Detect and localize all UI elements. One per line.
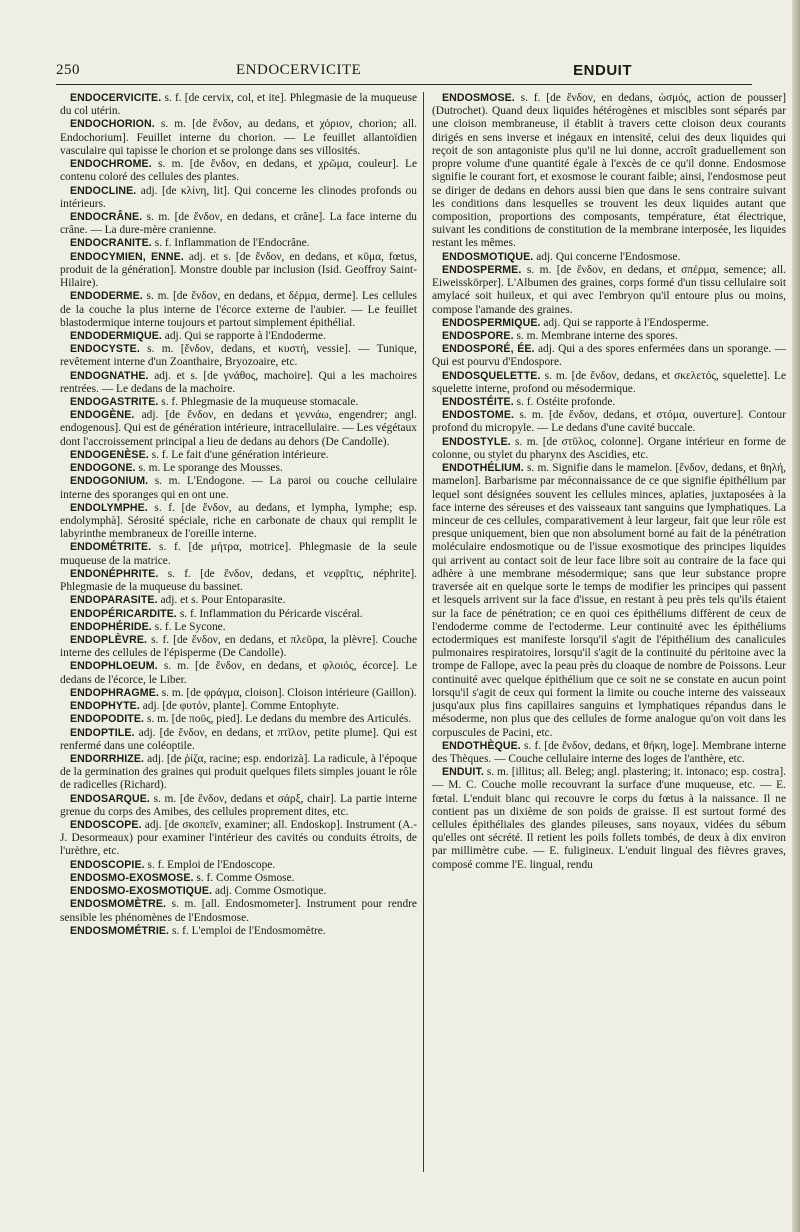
entry-term: ENDOGONIUM. [70,475,149,488]
dictionary-entry [60,793,417,819]
dictionary-entry [60,608,417,621]
dictionary-entry [60,449,417,462]
dictionary-entry [432,462,786,740]
entry-definition: s. m. L'Endogone. — La paroi ou couche cellulaire interne des sporanges qui en ont une. [60,475,417,501]
dictionary-entry [60,330,417,343]
entry-definition: s. f. L'emploi de l'Endosmomètre. [169,924,326,937]
dictionary-entry [432,409,786,435]
entry-term: ENDOCRANITE. [70,237,152,250]
entry-term: ENDOPHLOEUM. [70,660,158,673]
running-header [56,62,752,84]
entry-term: ENDORRHIZE. [70,752,145,765]
entry-term: ENDOPODITE. [70,713,145,726]
entry-definition: s. f. [de cervix, col, et ite]. Phlegmasie de la muqueuse du col utérin. [60,92,417,118]
entry-definition: s. f. Ostéite profonde. [513,396,616,409]
entry-definition: adj. et s. Pour Entoparasite. [157,594,286,607]
dictionary-entry [60,396,417,409]
dictionary-entry [60,713,417,726]
entry-term: ENDOSMOMÉTRIE. [70,924,170,937]
entry-term: ENDODERME. [70,290,143,303]
entry-term: ENDOGÈNE. [70,409,135,422]
entry-term: ENDOSPORE. [442,329,514,342]
entry-definition: adj. [de ἔνδον, en dedans, et πτῖλον, petite plume]. Qui est renfermé dans une coléoptile. [60,726,417,752]
dictionary-entry [60,594,417,607]
left-running-title: ENDOCERVICITE [236,62,362,78]
dictionary-entry [60,92,417,118]
entry-term: ENDOPHYTE. [70,700,140,713]
entry-term: ENDOSTÉITE. [442,396,514,409]
entry-definition: s. m. [illitus; all. Beleg; angl. plastering; it. intonaco; esp. costra]. — M. C. Couche molle recouvrant la surface d'une muqueuse, etc. — E. fœtal. L'enduit blanc qui recouvre le corps du fœtus à la naissance. Il ne contient pas un dixième de son poids de graisse. Il est surtout formé des cellules épithéliales des glandes pileuses, sans noyaux, vidées du sébum qu'elles ont sécrété. Il retient les poils follets tombés, de deux à dix environ par millimètre cube. — E. fuligineux. L'enduit lingual des fièvres graves, composé comme l'E. lingual, rendu [432,766,786,871]
entry-term: ENDONÉPHRITE. [70,567,159,580]
dictionary-entry [60,541,417,567]
dictionary-entry [60,727,417,753]
entry-term: ENDOPÉRICARDITE. [70,607,177,620]
entry-definition: s. m. [de ποῦς, pied]. Le dedans du membre des Articulés. [144,713,412,726]
entry-definition: adj. [de φυτόν, plante]. Comme Entophyte. [139,700,339,713]
entry-definition: s. m. [de ἔνδον, au dedans, et χόριον, chorion; all. Endochorium]. Feuillet interne du chorion. — Le feuillet allantoïdien vasculaire qui tapisse le chorion et se prolonge dans ses villosités. [60,118,417,157]
dictionary-entry [60,898,417,924]
dictionary-entry [60,885,417,898]
entry-definition: s. m. Le sporange des Mousses. [135,462,283,475]
entry-term: ENDOTHÉLIUM. [442,462,524,475]
dictionary-entry [432,343,786,369]
dictionary-entry [60,370,417,396]
dictionary-entry [432,264,786,317]
dictionary-entry [60,925,417,938]
entry-term: ENDOSQUELETTE. [442,369,541,382]
dictionary-entry [432,740,786,766]
dictionary-entry [60,753,417,793]
entry-term: ENDOSMO-EXOSMOTIQUE. [70,885,213,898]
entry-definition: adj. [de ῥίζα, racine; esp. endorizà]. La radicule, à l'époque de la germination des graines qui produit quelques filets simples jouant le rôle de radicelles (Richard). [60,752,417,792]
dictionary-entry [60,621,417,634]
entry-definition: adj. [de σκοπεῖν, examiner; all. Endoskop]. Instrument (A.-J. Desormeaux) pour examiner l'intérieur des cavités ou conduits étroits, de l'urèthre, etc. [60,819,417,858]
entry-definition: s. m. [de ἔνδον, dedans, et σκελετός, squelette]. Le squelette interne, profond ou mésodermique. [432,369,786,395]
dictionary-entry [60,237,417,250]
entry-term: ENDOCYMIEN, ENNE. [70,250,184,263]
entry-definition: s. f. Comme Osmose. [193,871,295,884]
entry-term: ENDOCRÂNE. [70,210,143,223]
right-running-title: ENDUIT [573,62,632,79]
entry-term: ENDOGENÈSE. [70,448,149,461]
entry-definition: s. f. [de ἔνδον, en dedans, et πλεῦρα, la plèvre]. Couche interne des cellules de l'épisperme (De Candolle). [60,633,417,660]
page-fold-shadow [792,0,800,1232]
entry-term: ENDOPHÉRIDE. [70,620,152,633]
dictionary-entry [432,251,786,264]
dictionary-entry [60,872,417,885]
entry-definition: s. m. [de ἔνδον, en dedans, et χρῶμα, couleur]. Le contenu coloré des cellules des plantes. [60,158,417,184]
dictionary-entry [60,211,417,237]
dictionary-entry [60,700,417,713]
entry-term: ENDOPARASITE. [70,594,158,607]
dictionary-entry [60,185,417,211]
dictionary-entry [432,330,786,343]
entry-term: ENDOSMOTIQUE. [442,250,534,263]
entry-term: ENDOSMOSE. [442,92,515,104]
dictionary-entry [60,251,417,291]
dictionary-entry [60,568,417,594]
entry-term: ENDOSTYLE. [442,435,511,448]
entry-term: ENDOMÉTRITE. [70,541,152,554]
entry-definition: s. f. Emploi de l'Endoscope. [144,858,276,871]
entry-term: ENDOSTOME. [442,409,515,422]
entry-definition: s. m. [de ἔνδον, en dedans, et φλοιός, écorce]. Le dedans de l'écorce, le Liber. [60,660,417,686]
entry-definition: s. f. [de ἔνδον, en dedans, ὠσμός, action de pousser] (Dutrochet). Quand deux liquides hétérogènes et miscibles sont séparés par une cloison membraneuse, il établit à travers cette cloison deux courants dirigés en sens inverse et inégaux en intensité, celui des deux liquides qui reçoit de son antagoniste plus qu'il ne lui donne, accroît graduellement son propre volume d'une quantité égale à l'excès de ce qu'il donne. Endosmose signifie le courant fort, et exosmose le courant faible; ainsi, l'endosmose peut se diriger de dedans en dehors aussi bien que dans le sens contraire suivant les conditions dans lesquelles se trouvent les deux liquides autant que composition, proportions des composants, température, état électrique, suivant les conditions de constitution de la membrane interposée, les liquides restant les mêmes. [432,92,786,250]
entry-definition: s. m. [de ἔνδον, en dedans, et crâne]. La face interne du crâne. — La dure-mère cranienne. [60,210,417,237]
dictionary-entry [432,370,786,396]
entry-term: ENDOSMOMÈTRE. [70,898,167,911]
entry-definition: s. f. Le Sycone. [151,620,226,633]
dictionary-entry [432,436,786,462]
entry-term: ENDOCERVICITE. [70,92,162,104]
entry-term: ENDOCHORION. [70,118,155,131]
page-number: 250 [56,62,80,78]
entry-term: ENDOPHRAGME. [70,686,159,699]
entry-term: ENDOGONE. [70,462,136,475]
entry-definition: adj. Qui se rapporte à l'Endoderme. [161,329,326,342]
entry-definition: s. m. [de ἔνδον, dedans et σάρξ, chair]. La partie interne grenue du corps des Amibes, des cellules proprement dites, etc. [60,792,417,818]
entry-definition: adj. et s. [de γνάθος, machoire]. Qui a les machoires rentrées. — Le dedans de la machoire. [60,369,417,395]
dictionary-entry [60,660,417,686]
entry-term: ENDUIT. [442,766,484,779]
dictionary-entry [60,290,417,330]
entry-definition: s. f. [de ἔνδον, dedans, et θήκη, loge]. Membrane interne des Thèques. — Couche cellulaire interne des loges de l'anthère, etc. [432,739,786,765]
entry-definition: s. m. [de φράγμα, cloison]. Cloison intérieure (Gaillon). [158,686,417,699]
dictionary-entry [60,502,417,542]
entry-term: ENDOCYSTE. [70,343,140,356]
dictionary-entry [60,462,417,475]
dictionary-entry [60,819,417,859]
entry-definition: s. f. [de μήτρα, motrice]. Phlegmasie de la seule muqueuse de la matrice. [60,541,417,567]
entry-term: ENDODERMIQUE. [70,329,162,342]
entry-definition: s. m. [ἔνδον, dedans, et κυστή, vessie]. — Tunique, revêtement interne d'un Zoanthaire, Bryozoaire, etc. [60,343,417,369]
entry-definition: s. m. [de ἔνδον, dedans, et στόμα, ouverture]. Contour profond du micropyle. — Le dedans d'une cavité buccale. [432,409,786,435]
dictionary-entry [60,859,417,872]
dictionary-entry [432,317,786,330]
entry-definition: adj. Qui se rapporte à l'Endosperme. [540,316,709,329]
entry-definition: adj. Qui a des spores enfermées dans un sporange. — Qui est pourvu d'Endospore. [432,343,786,369]
dictionary-entry [432,92,786,251]
dictionary-entry [432,766,786,872]
entry-definition: s. m. [de ἔνδον, en dedans, et σπέρμα, semence; all. Eiweisskörper]. L'Albumen des graines, corps formé d'un tissu cellulaire soit amylacé soit huileux, et qui avec l'embryon qu'il entoure plus ou moins, compose l'amande des graines. [432,263,786,316]
entry-term: ENDOSCOPIE. [70,858,145,871]
entry-definition: adj. [de κλίνη, lit]. Qui concerne les clinodes profonds ou intérieurs. [60,184,417,210]
entry-term: ENDOGASTRITE. [70,396,159,409]
entry-definition: s. f. Inflammation du Péricarde viscéral. [176,607,363,620]
entry-definition: adj. [de ἔνδον, en dedans et γεννάω, engendrer; angl. endogenous]. Qui est de génération intérieure, intracellulaire. — Les végétaux dont l'accroissement principal a lieu de dedans au dehors (De Candolle). [60,409,417,448]
entry-term: ENDOLYMPHE. [70,501,148,514]
dictionary-entry [60,475,417,501]
dictionary-entry [60,118,417,158]
entry-definition: adj. Qui concerne l'Endosmose. [533,250,681,263]
entry-term: ENDOCLINE. [70,184,137,197]
dictionary-entry [60,343,417,369]
dictionary-entry [60,634,417,660]
entry-definition: s. m. Signifie dans le mamelon. [ἔνδον, dedans, et θηλή, mamelon]. Barbarisme par méconnaissance de ce que signifie épithélium par lequel sont désignées souvent les cellules minces, aplaties, juxtaposées à la face interne des séreuses et des vaisseaux tant sanguins que lymphatiques. La minceur de ces cellules, comparativement à leur largeur, fait que leur rôle est presque uniquement, bien que non absolument borné au fait de la pénétration moléculaire endosmotique ou de l'issue exosmotique des principes liquides qui arrivent au contact soit de leur face libre soit au contraire de la face qui adhère à une membrane mésodermique; sans que leur substance propre traversée ait en quelque sorte le temps de modifier les principes qui passent et lesquels arrivent sur la face d'issue, en restant à peu près tels qu'ils étaient sur la face de pénétration; ce en quoi ces épithéliums diffèrent de ceux de l'endoderme comme de l'ectoderme. Leur continuité avec les épithéliums ectodermiques est manifeste lorsqu'il s'agit de l'épithélium des canalicules pulmonaires respiratoires, lorsqu'il s'agit de la continuité du péritoine avec la trompe de Fallope, avec la peau près du cloaque de nombre de Poissons. Leur continuité avec quelque épithélium que ce soit ne se constate en aucun point lorsqu'il s'agit de ceux qui forment la limite ou couche interne des vaisseaux jusqu'aux plus fins capillaires sanguins et lymphatiques répandus dans le mésoderme, non plus que des cellules de forme analogue qu'on voit dans les corpuscules de Pacini, etc. [432,462,786,739]
entry-term: ENDOCHROME. [70,158,152,171]
entry-term: ENDOSPERMIQUE. [442,316,541,329]
entry-definition: s. m. [all. Endosmometer]. Instrument pour rendre sensible les phénomènes de l'Endosmose. [60,898,417,924]
dictionary-entry [60,409,417,449]
entry-definition: s. f. [de ἔνδον, au dedans, et lympha, lymphe; esp. endolymphà]. Sérosité spéciale, riche en carbonate de chaux qui remplit le labyrinthe membraneux de l'oreille interne. [60,501,417,541]
entry-definition: s. f. [de ἔνδον, dedans, et νεφρῖτις, néphrite]. Phlegmasie de la muqueuse du bassinet. [60,567,417,594]
right-column [432,92,786,872]
entry-term: ENDOSPORÉ, ÉE. [442,343,535,356]
entry-term: ENDOGNATHE. [70,369,149,382]
entry-term: ENDOPLÈVRE. [70,633,148,646]
entry-term: ENDOPTILE. [70,726,135,739]
entry-term: ENDOSARQUE. [70,792,150,805]
entry-definition: adj. Comme Osmotique. [212,885,327,898]
entry-definition: s. f. Le fait d'une génération intérieure. [148,448,329,461]
entry-term: ENDOTHÈQUE. [442,739,521,752]
entry-term: ENDOSPERME. [442,263,522,276]
entry-term: ENDOSMO-EXOSMOSE. [70,871,194,884]
entry-definition: adj. et s. [de ἔνδον, en dedans, et κῦμα, fœtus, produit de la génération]. Monstre double par inclusion (Isid. Geoffroy Saint-Hilaire). [60,250,417,290]
entry-definition: s. m. [de ἔνδον, en dedans, et δέρμα, derme]. Les cellules de la couche la plus interne de l'écorce externe de l'aubier. — Le feuillet blastodermique interne toujours et partout simplement épithélial. [60,290,417,329]
column-divider [423,92,424,1172]
dictionary-entry [432,396,786,409]
left-column [60,92,417,938]
entry-definition: s. f. Inflammation de l'Endocrâne. [151,237,310,250]
entry-term: ENDOSCOPE. [70,819,142,832]
entry-definition: s. m. [de στῦλος, colonne]. Organe intérieur en forme de colonne, ou stylet du pharynx des Ascidies, etc. [432,435,786,461]
header-rule [56,84,752,85]
dictionary-entry [60,687,417,700]
dictionary-entry [60,158,417,184]
entry-definition: s. f. Phlegmasie de la muqueuse stomacale. [158,396,359,409]
entry-definition: s. m. Membrane interne des spores. [513,329,678,342]
